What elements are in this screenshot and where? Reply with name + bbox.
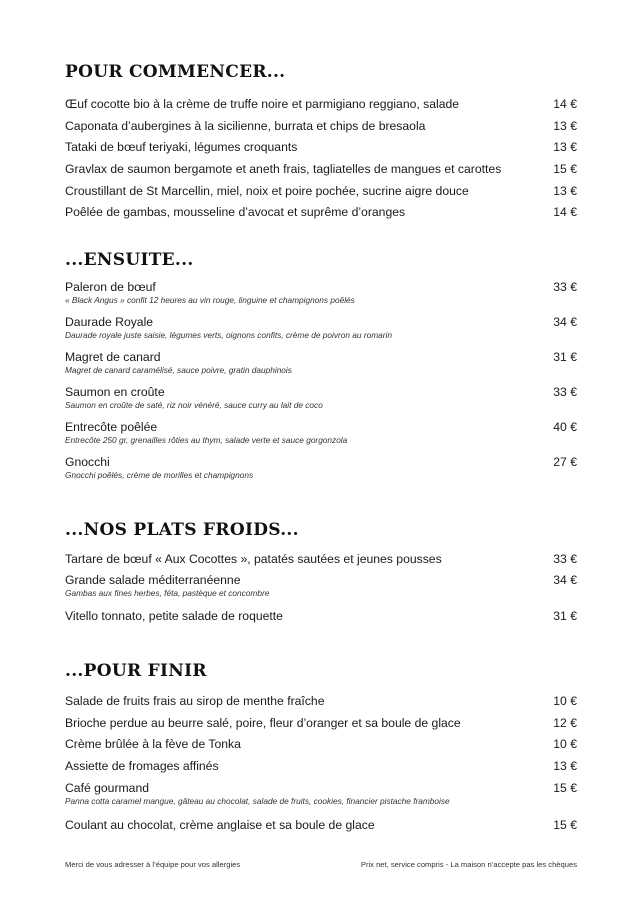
section-title: POUR COMMENCER... <box>65 62 286 82</box>
menu-item <box>65 694 577 716</box>
menu-item <box>65 420 577 455</box>
menu-item <box>65 97 577 119</box>
item-name: Œuf cocotte bio à la crème de truffe noire et parmigiano reggiano, salade <box>65 97 460 111</box>
section-cold-dishes <box>65 520 577 630</box>
item-description: Entrecôte 250 gr, grenailles rôties au thym, salade verte et sauce gorgonzola <box>65 435 348 445</box>
menu-item <box>65 818 577 840</box>
item-price: 15 € <box>553 162 577 177</box>
item-name: Gnocchi <box>65 455 110 469</box>
item-description: « Black Angus » confit 12 heures au vin rouge, linguine et champignons poêlés <box>65 295 355 305</box>
item-name: Paleron de bœuf <box>65 280 156 294</box>
item-price: 14 € <box>553 205 577 220</box>
menu-item <box>65 315 577 350</box>
item-price: 33 € <box>553 280 577 294</box>
item-price: 31 € <box>553 350 577 364</box>
menu-item <box>65 350 577 385</box>
item-price: 31 € <box>553 609 577 623</box>
menu-item <box>65 759 577 781</box>
item-name: Magret de canard <box>65 350 161 364</box>
section-title: ...ENSUITE... <box>65 250 194 270</box>
menu-item <box>65 737 577 759</box>
item-name: Tataki de bœuf teriyaki, légumes croquants <box>65 140 298 155</box>
item-name: Vitello tonnato, petite salade de roquette <box>65 609 283 623</box>
item-name: Saumon en croûte <box>65 385 165 399</box>
item-price: 13 € <box>553 183 577 198</box>
menu-item <box>65 184 577 206</box>
section-mains <box>65 250 577 490</box>
item-price: 13 € <box>553 140 577 155</box>
item-name: Tartare de bœuf « Aux Cocottes », patatés sautées et jeunes pousses <box>65 552 442 566</box>
item-name: Crème brûlée à la fève de Tonka <box>65 737 241 752</box>
item-price: 34 € <box>553 573 577 587</box>
item-description: Magret de canard caramélisé, sauce poivre, gratin dauphinois <box>65 365 292 375</box>
item-name: Gravlax de saumon bergamote et aneth frais, tagliatelles de mangues et carottes <box>65 162 502 177</box>
item-price: 10 € <box>553 694 577 708</box>
item-price: 14 € <box>553 97 577 111</box>
item-price: 33 € <box>553 385 577 399</box>
item-price: 40 € <box>553 420 577 434</box>
item-name: Salade de fruits frais au sirop de menthe fraîche <box>65 694 325 708</box>
item-price: 33 € <box>553 552 577 566</box>
item-price: 12 € <box>553 715 577 730</box>
menu-item <box>65 119 577 141</box>
item-name: Caponata d’aubergines à la sicilienne, burrata et chips de bresaola <box>65 118 426 133</box>
section-title: ...NOS PLATS FROIDS... <box>65 520 299 540</box>
item-name: Grande salade méditerranéenne <box>65 573 241 587</box>
menu-item <box>65 716 577 738</box>
item-description: Gambas aux fines herbes, féta, pastèque et concombre <box>65 588 270 598</box>
item-name: Daurade Royale <box>65 315 154 329</box>
item-name: Poêlée de gambas, mousseline d’avocat et suprême d’oranges <box>65 205 406 220</box>
menu-item <box>65 140 577 162</box>
menu-item <box>65 609 577 630</box>
item-price: 15 € <box>553 817 577 832</box>
item-price: 34 € <box>553 315 577 329</box>
menu-item <box>65 455 577 490</box>
section-desserts <box>65 661 577 839</box>
item-name: Assiette de fromages affinés <box>65 759 219 774</box>
menu-item <box>65 552 577 573</box>
item-price: 15 € <box>553 780 577 795</box>
item-description: Daurade royale juste saisie, légumes verts, oignons confits, crème de poivron au romarin <box>65 330 392 340</box>
menu-item <box>65 205 577 227</box>
menu-item <box>65 781 577 818</box>
section-title: ...POUR FINIR <box>65 661 207 681</box>
item-price: 13 € <box>553 759 577 774</box>
menu-item <box>65 385 577 420</box>
item-price: 13 € <box>553 118 577 133</box>
item-name: Entrecôte poêlée <box>65 420 158 434</box>
item-name: Brioche perdue au beurre salé, poire, fleur d’oranger et sa boule de glace <box>65 715 461 730</box>
menu-item <box>65 280 577 315</box>
item-description: Gnocchi poêlés, crème de morilles et champignons <box>65 470 254 480</box>
item-price: 10 € <box>553 737 577 752</box>
item-price: 27 € <box>553 455 577 469</box>
item-name: Croustillant de St Marcellin, miel, noix et poire pochée, sucrine aigre douce <box>65 183 469 198</box>
price-note: Prix net, service compris - La maison n’accepte pas les chèques <box>360 860 577 869</box>
item-name: Café gourmand <box>65 780 150 795</box>
allergy-note: Merci de vous adresser à l’équipe pour vos allergies <box>65 860 241 869</box>
menu-item <box>65 162 577 184</box>
item-description: Saumon en croûte de saté, riz noir vénéré, sauce curry au lait de coco <box>65 400 323 410</box>
menu-item <box>65 573 577 609</box>
section-starters <box>65 62 577 227</box>
footer <box>65 860 577 869</box>
item-name: Coulant au chocolat, crème anglaise et sa boule de glace <box>65 817 375 832</box>
item-description: Panna cotta caramel mangue, gâteau au chocolat, salade de fruits, cookies, financier pistache framboise <box>65 795 450 806</box>
